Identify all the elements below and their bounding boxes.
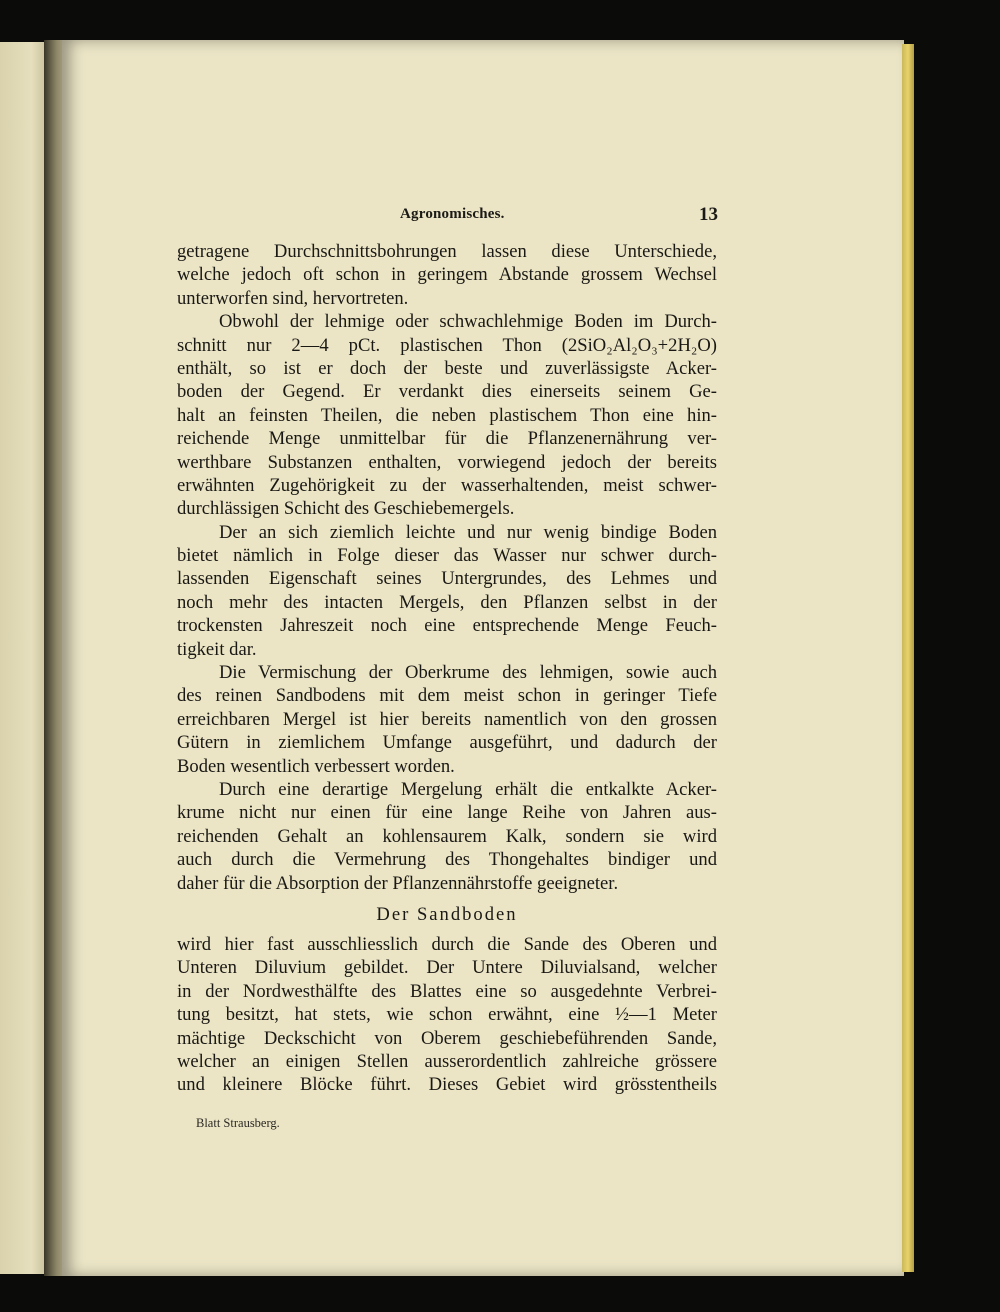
text-line: Gütern in ziemlichem Umfange ausgeführt, und dadurch der xyxy=(177,732,717,754)
text-line: bietet nämlich in Folge dieser das Wasser nur schwer durch- xyxy=(177,545,717,567)
text-line: noch mehr des intacten Mergels, den Pflanzen selbst in der xyxy=(177,591,717,613)
section-heading: Der Sandboden xyxy=(376,903,518,925)
running-title: Agronomisches. xyxy=(400,206,505,222)
text-line: schnitt nur 2—4 pCt. plastischen Thon (2SiO₂Al₂O₃+2H₂O) xyxy=(177,334,717,356)
signature-mark: Blatt Strausberg. xyxy=(196,1116,280,1130)
text-line: unterworfen sind, hervortreten. xyxy=(177,287,409,309)
text-line: enthält, so ist er doch der beste und zuverlässigste Acker- xyxy=(177,357,717,379)
text-line: getragene Durchschnittsbohrungen lassen diese Unterschiede, xyxy=(177,241,717,262)
page-number: 13 xyxy=(699,204,718,225)
text-line: lassenden Eigenschaft seines Untergrundes, des Lehmes und xyxy=(177,568,717,590)
text-line: werthbare Substanzen enthalten, vorwiegend jedoch der bereits xyxy=(177,451,717,473)
text-line: Boden wesentlich verbessert worden. xyxy=(177,755,455,777)
text-line: tung besitzt, hat stets, wie schon erwähnt, eine ½—1 Meter xyxy=(177,1004,717,1026)
text-line: Durch eine derartige Mergelung erhält die entkalkte Acker- xyxy=(219,778,717,800)
text-line: trockensten Jahreszeit noch eine entsprechende Menge Feuch- xyxy=(177,615,717,637)
text-line: Der an sich ziemlich leichte und nur wenig bindige Boden xyxy=(219,521,717,543)
text-line: in der Nordwesthälfte des Blattes eine so ausgedehnte Verbrei- xyxy=(177,980,717,1002)
text-line: daher für die Absorption der Pflanzennährstoffe geeigneter. xyxy=(177,872,619,894)
text-line: durchlässigen Schicht des Geschiebemergels. xyxy=(177,498,515,520)
text-line: krume nicht nur einen für eine lange Reihe von Jahren aus- xyxy=(177,802,717,824)
text-line: Obwohl der lehmige oder schwachlehmige Boden im Durch- xyxy=(219,311,717,333)
text-line: welcher an einigen Stellen ausserordentlich zahlreiche grössere xyxy=(177,1050,717,1072)
text-line: welche jedoch oft schon in geringem Abstande grossem Wechsel xyxy=(177,264,717,286)
text-line: reichenden Gehalt an kohlensaurem Kalk, sondern sie wird xyxy=(177,825,717,847)
page-edge-gilt xyxy=(902,44,914,1272)
text-line: halt an feinsten Theilen, die neben plastischem Thon eine hin- xyxy=(177,404,717,426)
text-line: auch durch die Vermehrung des Thongehaltes bindiger und xyxy=(177,849,717,871)
text-line: erwähnten Zugehörigkeit zu der wasserhaltenden, meist schwer- xyxy=(177,474,717,496)
text-line: des reinen Sandbodens mit dem meist schon in geringer Tiefe xyxy=(177,685,717,707)
text-line: reichende Menge unmittelbar für die Pflanzenernährung ver- xyxy=(177,428,717,450)
body-text xyxy=(177,240,717,1097)
text-line: Unteren Diluvium gebildet. Der Untere Diluvialsand, welcher xyxy=(177,957,717,979)
text-line: boden der Gegend. Er verdankt dies einerseits seinem Ge- xyxy=(177,381,717,403)
text-line: und kleinere Blöcke führt. Dieses Gebiet wird grösstentheils xyxy=(177,1074,717,1096)
text-line: Die Vermischung der Oberkrume des lehmigen, sowie auch xyxy=(219,662,717,684)
text-line: mächtige Deckschicht von Oberem geschiebeführenden Sande, xyxy=(177,1027,717,1049)
text-line: wird hier fast ausschliesslich durch die Sande des Oberen und xyxy=(177,933,717,955)
text-line: tigkeit dar. xyxy=(177,638,257,660)
text-line: erreichbaren Mergel ist hier bereits namentlich von den grossen xyxy=(177,708,717,730)
page-header xyxy=(400,204,720,228)
